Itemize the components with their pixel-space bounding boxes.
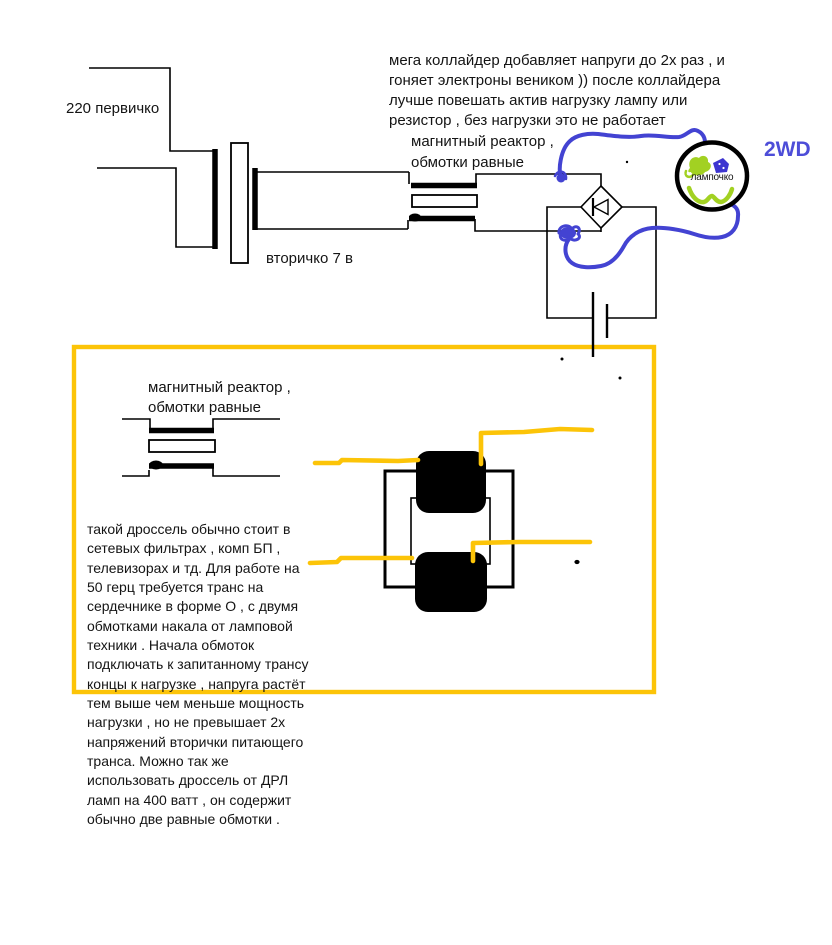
- choke-note-line: транса. Можно так же: [87, 753, 229, 770]
- lead-top-right: [481, 429, 592, 464]
- reactor-label-line: магнитный реактор ,: [148, 379, 291, 396]
- primary-voltage-label: 220 первичко: [66, 100, 160, 117]
- winding-bottom: [415, 552, 487, 612]
- box-choke-left-top-wire: [122, 419, 150, 429]
- speck: [561, 358, 564, 361]
- collider-note-line: гоняет электроны веником )) после коллайдера: [389, 72, 721, 89]
- choke-note-line: телевизорах и тд. Для работе на: [87, 559, 300, 576]
- choke-top-right-wire: [476, 174, 601, 187]
- collider-note: [389, 51, 725, 131]
- choke-physical-drawing: [385, 451, 513, 612]
- box-choke-bar-blob: [149, 461, 163, 470]
- choke-note-line: обычно две равные обмотки .: [87, 811, 280, 828]
- drive-label: 2WD: [764, 138, 811, 161]
- choke-note-line: ламп на 400 ватт , он содержит: [87, 791, 292, 808]
- choke-note-line: 50 герц требуется транс на: [87, 579, 264, 596]
- collider-note-line: резистор , без нагрузки это не работает: [389, 112, 666, 129]
- rectifier-symbol: [581, 186, 622, 232]
- reactor-label-line: обмотки равные: [148, 399, 261, 416]
- choke-note-line: использовать дроссель от ДРЛ: [87, 772, 289, 789]
- collider-note-line: лучше повешать актив нагрузку лампу или: [389, 92, 688, 109]
- transformer-symbol: [89, 68, 409, 263]
- lamp-label: лампочко: [690, 172, 734, 183]
- choke-note-line: напряжений вторички питающего: [87, 733, 304, 750]
- box-choke-left-bottom-wire: [122, 470, 149, 476]
- lead-top-left: [315, 460, 418, 463]
- box-choke-right-top-wire: [213, 419, 280, 430]
- collider-note-line: мега коллайдер добавляет напруги до 2х раз , и: [389, 52, 725, 69]
- reactor-label-line: магнитный реактор ,: [411, 133, 554, 150]
- rectifier-diamond: [581, 186, 622, 228]
- winding-top: [416, 451, 486, 513]
- speck: [619, 377, 622, 380]
- transformer-core: [231, 143, 248, 263]
- box-choke-right-bottom-wire: [213, 467, 280, 476]
- choke-note-line: техники . Начала обмоток: [87, 637, 255, 654]
- choke-note: [87, 520, 309, 830]
- lead-bottom-left: [310, 558, 412, 563]
- choke-note-line: сердечнике в форме О , с двумя: [87, 598, 299, 615]
- primary-bottom-wire: [97, 168, 213, 247]
- choke-note-line: тем выше чем меньше мощность: [87, 695, 305, 712]
- choke-bottom-right-wire: [475, 219, 601, 231]
- choke-note-line: концы к нагрузке , напруга растёт: [87, 675, 306, 692]
- die-dot: [718, 163, 720, 165]
- die-dot: [722, 167, 724, 169]
- choke-note-line: подключать к запитанному трансу: [87, 656, 309, 673]
- speck: [574, 560, 579, 564]
- secondary-voltage-label: вторичко 7 в: [266, 250, 353, 267]
- choke-note-line: сетевых фильтрах , комп БП ,: [87, 540, 281, 557]
- choke-symbol-box: [122, 419, 280, 476]
- choke-bar-blob: [409, 214, 421, 222]
- choke-note-line: обмотками накала от ламповой: [87, 617, 293, 634]
- speck: [626, 161, 628, 163]
- loop-right-wire: [607, 207, 656, 318]
- reactor-label-top: [411, 131, 554, 173]
- reactor-label-box: [148, 378, 291, 418]
- reactor-label-line: обмотки равные: [411, 154, 524, 171]
- choke-symbol-top: [408, 172, 601, 231]
- blue-knot-upper: [557, 174, 566, 183]
- choke-core: [412, 195, 477, 207]
- choke-note-line: такой дроссель обычно стоит в: [87, 521, 291, 537]
- box-choke-core: [149, 440, 215, 452]
- choke-note-line: нагрузки , но не превышает 2х: [87, 714, 286, 731]
